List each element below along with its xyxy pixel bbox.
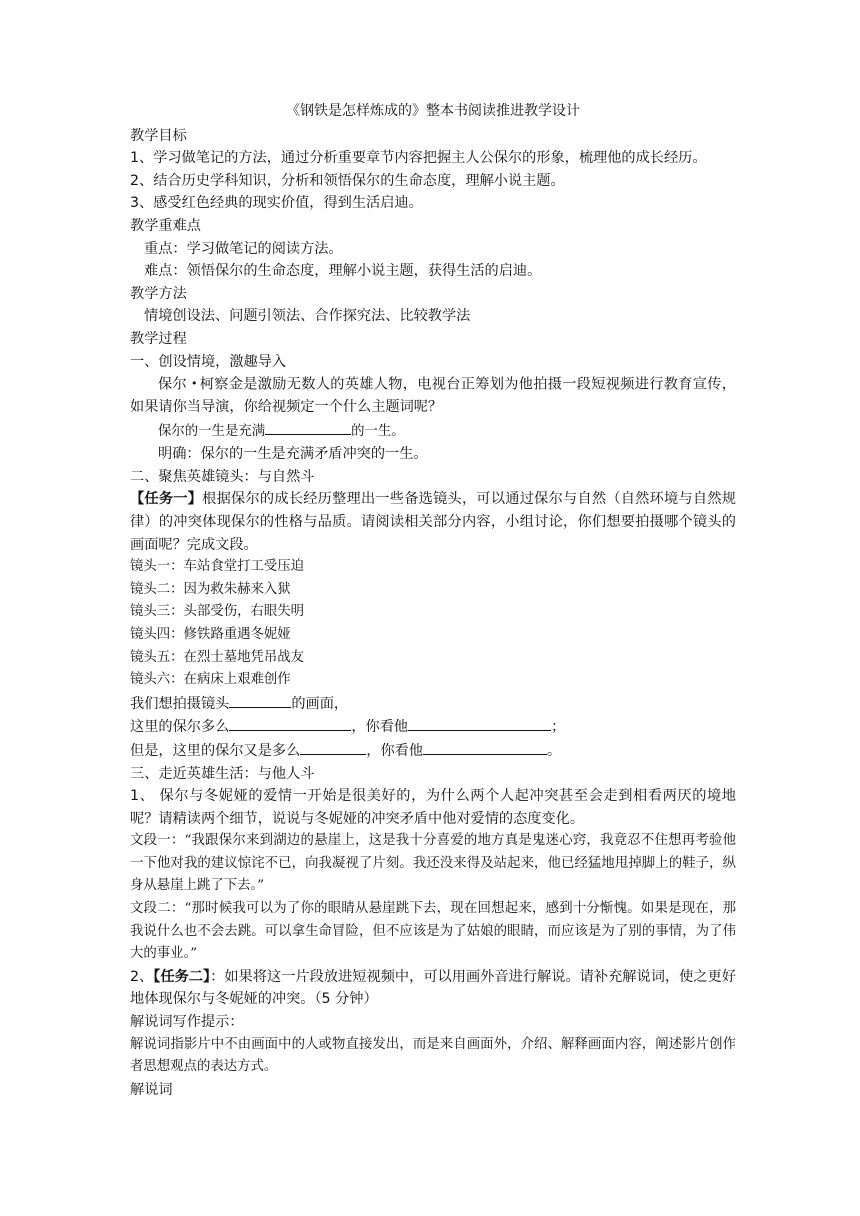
goal-item: 3、感受红色经典的现实价值，得到生活启迪。	[130, 195, 423, 212]
section-2-heading: 二、聚焦英雄镜头：与自然斗	[130, 468, 315, 485]
task-one-paragraph	[130, 488, 736, 556]
section-3-heading: 三、走近英雄生活：与他人斗	[130, 765, 315, 782]
shot-fill-line-1	[130, 692, 736, 716]
task-one-label: 【任务一】	[130, 491, 203, 508]
fill-text: 保尔的一生是充满	[158, 423, 266, 439]
shot-item: 镜头三：头部受伤，右眼失明	[130, 604, 305, 620]
task-two-label: 【任务二】	[153, 968, 211, 985]
fill-text: 这里的保尔多么	[130, 719, 230, 736]
name-dot: •	[191, 377, 198, 391]
shot-blank[interactable]	[229, 692, 291, 708]
trait-blank[interactable]	[300, 739, 366, 755]
theme-fill-line	[130, 419, 736, 444]
commentary-label: 解说词	[130, 1081, 173, 1098]
difficult-point: 难点：领悟保尔的生命态度，理解小说主题，获得生活的启迪。	[144, 263, 542, 280]
task-two-text: ：如果将这一片段放进短视频中，可以用画外音进行解说。请补充解说词，使之更好地体现保尔与冬妮娅的冲突。（5 分钟）	[130, 968, 736, 1008]
fill-text: ，你看他	[351, 719, 409, 736]
shot-item: 镜头五：在烈士墓地凭吊战友	[130, 649, 305, 665]
document-title: 《钢铁是怎样炼成的》整本书阅读推进教学设计	[286, 103, 580, 119]
fill-text: ；	[551, 719, 566, 736]
key-points-heading: 教学重难点	[130, 217, 201, 234]
theme-blank[interactable]	[265, 419, 351, 435]
goal-item: 2、结合历史学科知识，分析和领悟保尔的生命态度，理解小说主题。	[130, 172, 565, 189]
methods-list: 情境创设法、问题引领法、合作探究法、比较教学法	[144, 308, 471, 325]
fill-text: 但是，这里的保尔又是多么	[130, 742, 301, 759]
section-1-intro	[130, 373, 736, 418]
process-heading: 教学过程	[130, 330, 187, 347]
methods-heading: 教学方法	[130, 285, 187, 302]
shot-fill-line-3	[130, 739, 736, 763]
fill-text: ，你看他	[366, 742, 424, 759]
question-1: 1、 保尔与冬妮娅的爱情一开始是很美好的，为什么两个人起冲突甚至会走到相看两厌的境地呢？请精读两个细节，说说与冬妮娅的冲突矛盾中他对爱情的态度变化。	[130, 788, 736, 827]
section-1-heading: 一、创设情境，激趣导入	[130, 353, 287, 370]
excerpt-1: 文段一：“我跟保尔来到湖边的悬崖上，这是我十分喜爱的地方真是鬼迷心窍，我竟忍不住想再考验他一下他对我的建议惊诧不已，向我凝视了片刻。我还没来得及站起来，他已经猛地甩掉脚上的鞋子，纵身从悬崖上跳了下去。”	[130, 833, 736, 894]
tips-heading: 解说词写作提示：	[130, 1014, 244, 1031]
action-blank[interactable]	[423, 739, 547, 755]
tips-text: 解说词指影片中不由画面中的人或物直接发出，而是来自画面外，介绍、解释画面内容，阐述影片创作者思想观点的表达方式。	[130, 1036, 736, 1075]
fill-text: 的画面，	[291, 695, 349, 712]
question-2	[130, 966, 736, 1011]
fill-text: 。	[547, 742, 562, 759]
fill-text: 的一生。	[351, 423, 405, 439]
theme-answer: 明确：保尔的一生是充满矛盾冲突的一生。	[158, 446, 428, 463]
goals-heading: 教学目标	[130, 127, 187, 144]
excerpt-2: 文段二：“那时候我可以为了你的眼睛从悬崖跳下去，现在回想起来，感到十分惭愧。如果是现在，那我说什么也不会去跳。可以拿生命冒险，但不应该是为了姑娘的眼睛，而应该是为了别的事情，为了伟大的事业。”	[130, 901, 736, 962]
shot-item: 镜头二：因为救朱赫来入狱	[130, 581, 291, 597]
q2-number: 2、	[130, 968, 154, 985]
shot-fill-line-2	[130, 715, 736, 739]
intro-name-part1: 保尔	[158, 376, 187, 393]
fill-text: 我们想拍摄镜头	[130, 695, 230, 712]
trait-blank[interactable]	[229, 715, 351, 731]
task-one-text: 根据保尔的成长经历整理出一些备选镜头，可以通过保尔与自然（自然环境与自然规律）的冲突体现保尔的性格与品质。请阅读相关部分内容，小组讨论，你们想要拍摄哪个镜头的画面呢？完成文段。	[130, 491, 736, 553]
document-page	[130, 100, 736, 1101]
shot-item: 镜头四：修铁路重遇冬妮娅	[130, 626, 291, 642]
intro-text: 柯察金是激励无数人的英雄人物，电视台正筹划为他拍摄一段短视频进行教育宣传，如果请你当导演，你给视频定一个什么主题词呢？	[130, 376, 736, 416]
key-point: 重点：学习做笔记的阅读方法。	[144, 240, 343, 257]
shot-item: 镜头六：在病床上艰难创作	[130, 672, 291, 688]
goal-item: 1、学习做笔记的方法，通过分析重要章节内容把握主人公保尔的形象，梳理他的成长经历。	[130, 150, 707, 167]
shot-item: 镜头一：车站食堂打工受压迫	[130, 559, 305, 575]
action-blank[interactable]	[408, 715, 551, 731]
